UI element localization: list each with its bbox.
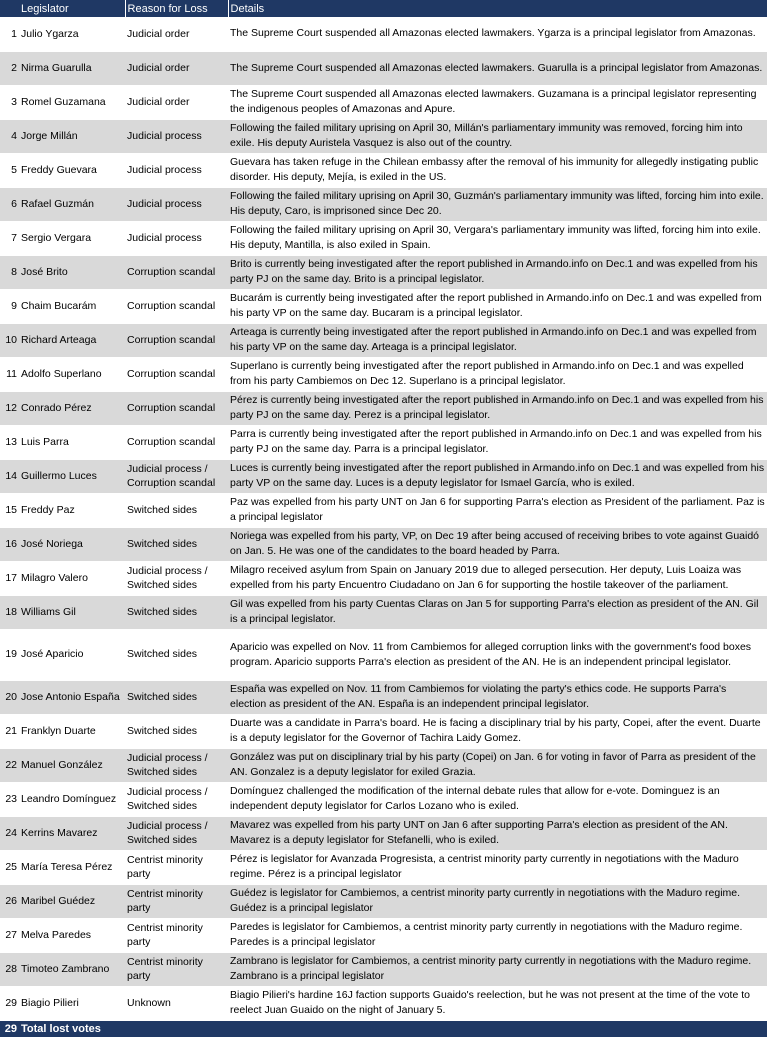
row-number: 16: [0, 527, 19, 561]
table-row: [0, 782, 767, 816]
loss-reason: Switched sides: [125, 714, 228, 748]
table-row: [0, 918, 767, 952]
row-number: 27: [0, 918, 19, 952]
legislator-name: Kerrins Mavarez: [19, 816, 125, 850]
row-number: 12: [0, 391, 19, 425]
row-number: 15: [0, 493, 19, 527]
legislator-name: Nirma Guarulla: [19, 51, 125, 85]
legislator-name: María Teresa Pérez: [19, 850, 125, 884]
loss-reason: Switched sides: [125, 680, 228, 714]
loss-details: Zambrano is legislator for Cambiemos, a centrist minority party currently in negotiations with the Maduro regime. Zambrano is a principal legislator: [228, 952, 767, 986]
table-row: [0, 255, 767, 289]
table-row: [0, 459, 767, 493]
table-row: [0, 952, 767, 986]
row-number: 24: [0, 816, 19, 850]
row-number: 3: [0, 85, 19, 119]
legislator-name: Chaim Bucarám: [19, 289, 125, 323]
row-number: 26: [0, 884, 19, 918]
loss-reason: Judicial process: [125, 221, 228, 255]
header-details: Details: [228, 0, 767, 17]
legislator-name: Leandro Domínguez: [19, 782, 125, 816]
loss-details: The Supreme Court suspended all Amazonas elected lawmakers. Ygarza is a principal legislator from Amazonas.: [228, 17, 767, 51]
row-number: 7: [0, 221, 19, 255]
table-row: [0, 425, 767, 459]
loss-reason: Judicial process / Switched sides: [125, 748, 228, 782]
total-label: Total lost votes: [21, 1022, 101, 1035]
table-row: [0, 850, 767, 884]
loss-details: Paredes is legislator for Cambiemos, a centrist minority party currently in negotiations with the Maduro regime. Paredes is a principal legislator: [228, 918, 767, 952]
table-row: [0, 629, 767, 680]
table-row: [0, 748, 767, 782]
legislator-name: Maribel Guédez: [19, 884, 125, 918]
table-row: [0, 680, 767, 714]
legislator-name: Sergio Vergara: [19, 221, 125, 255]
loss-reason: Switched sides: [125, 527, 228, 561]
loss-reason: Centrist minority party: [125, 918, 228, 952]
loss-reason: Corruption scandal: [125, 357, 228, 391]
table-row: [0, 391, 767, 425]
row-number: 28: [0, 952, 19, 986]
row-number: 29: [0, 986, 19, 1020]
loss-details: Following the failed military uprising on April 30, Millán's parliamentary immunity was removed, forcing him into exile. His deputy Auristela Vasquez is also out of the country.: [228, 119, 767, 153]
loss-reason: Judicial process: [125, 187, 228, 221]
row-number: 6: [0, 187, 19, 221]
row-number: 14: [0, 459, 19, 493]
loss-details: Brito is currently being investigated after the report published in Armando.info on Dec.1 and was expelled from his party PJ on the same day. Brito is a principal legislator.: [228, 255, 767, 289]
row-number: 17: [0, 561, 19, 595]
loss-details: González was put on disciplinary trial by his party (Copei) on Jan. 6 for voting in favor of Parra as president of the AN. Gonzalez is a deputy legislator for exiled Grazia.: [228, 748, 767, 782]
legislator-name: Jose Antonio España: [19, 680, 125, 714]
header-reason: Reason for Loss: [125, 0, 228, 17]
table-row: [0, 289, 767, 323]
loss-details: Superlano is currently being investigated after the report published in Armando.info on Dec.1 and was expelled from his party Cambiemos on Dec 12. Superlano is a principal legislator.: [228, 357, 767, 391]
legislator-name: Timoteo Zambrano: [19, 952, 125, 986]
table-row: [0, 153, 767, 187]
loss-reason: Corruption scandal: [125, 323, 228, 357]
loss-reason: Judicial process / Corruption scandal: [125, 459, 228, 493]
loss-reason: Corruption scandal: [125, 425, 228, 459]
loss-details: España was expelled on Nov. 11 from Cambiemos for violating the party's ethics code. He supports Parra's election as president of the AN. España is an independent principal legislator.: [228, 680, 767, 714]
legislator-name: Romel Guzamana: [19, 85, 125, 119]
loss-details: The Supreme Court suspended all Amazonas elected lawmakers. Guarulla is a principal legislator from Amazonas.: [228, 51, 767, 85]
loss-reason: Judicial process: [125, 153, 228, 187]
table-row: [0, 527, 767, 561]
legislator-name: José Brito: [19, 255, 125, 289]
legislator-name: Guillermo Luces: [19, 459, 125, 493]
legislator-name: Manuel González: [19, 748, 125, 782]
loss-details: The Supreme Court suspended all Amazonas elected lawmakers. Guzamana is a principal legislator representing the indigenous peoples of Amazonas and Apure.: [228, 85, 767, 119]
loss-reason: Judicial order: [125, 17, 228, 51]
loss-reason: Switched sides: [125, 493, 228, 527]
row-number: 23: [0, 782, 19, 816]
legislator-name: José Aparicio: [19, 629, 125, 680]
table-row: [0, 493, 767, 527]
table-row: [0, 85, 767, 119]
legislator-name: Biagio Pilieri: [19, 986, 125, 1020]
loss-details: Following the failed military uprising on April 30, Vergara's parliamentary immunity was lifted, forcing him into exile. His deputy, Mantilla, is also exiled in Spain.: [228, 221, 767, 255]
loss-details: Domínguez challenged the modification of the internal debate rules that allow for e-vote. Dominguez is an independent deputy legislator for Carlos Lozano who is exiled.: [228, 782, 767, 816]
table-row: [0, 187, 767, 221]
table-row: [0, 595, 767, 629]
legislator-name: Freddy Guevara: [19, 153, 125, 187]
row-number: 21: [0, 714, 19, 748]
legislator-name: Franklyn Duarte: [19, 714, 125, 748]
loss-details: Paz was expelled from his party UNT on Jan 6 for supporting Parra's election as President of the parliament. Paz is a principal legislator: [228, 493, 767, 527]
table-body: [0, 17, 767, 1020]
table-header-row: [0, 0, 767, 17]
loss-reason: Switched sides: [125, 595, 228, 629]
table-row: [0, 561, 767, 595]
loss-reason: Judicial process / Switched sides: [125, 782, 228, 816]
loss-reason: Judicial order: [125, 51, 228, 85]
loss-details: Noriega was expelled from his party, VP, on Dec 19 after being accused of receiving bribes to vote against Guaidó on Jan. 5. He was one of the candidates to the board headed by Parra.: [228, 527, 767, 561]
loss-details: Milagro received asylum from Spain on January 2019 due to alleged persecution. Her deputy, Luis Loaiza was expelled from his party Encuentro Ciudadano on Jan 6 for supporting the hostile takeover of the parliament.: [228, 561, 767, 595]
loss-reason: Centrist minority party: [125, 850, 228, 884]
legislator-name: José Noriega: [19, 527, 125, 561]
loss-reason: Unknown: [125, 986, 228, 1020]
table-row: [0, 986, 767, 1020]
legislator-name: Rafael Guzmán: [19, 187, 125, 221]
header-legislator-label: Legislator: [21, 2, 69, 15]
row-number: 4: [0, 119, 19, 153]
legislator-name: Richard Arteaga: [19, 323, 125, 357]
legislator-name: Jorge Millán: [19, 119, 125, 153]
loss-reason: Judicial process: [125, 119, 228, 153]
row-number: 2: [0, 51, 19, 85]
table-row: [0, 119, 767, 153]
loss-reason: Corruption scandal: [125, 255, 228, 289]
loss-details: Bucarám is currently being investigated after the report published in Armando.info on Dec.1 and was expelled from his party VP on the same day. Bucaram is a principal legislator.: [228, 289, 767, 323]
loss-details: Biagio Pilieri's hardine 16J faction supports Guaido's reelection, but he was not present at the time of the vote to reelect Juan Guaido on the night of January 5.: [228, 986, 767, 1020]
loss-details: Duarte was a candidate in Parra's board. He is facing a disciplinary trial by his party, Copei, after the event. Duarte is a deputy legislator for the Governor of Tachira Laidy Gomez.: [228, 714, 767, 748]
loss-details: Aparicio was expelled on Nov. 11 from Cambiemos for alleged corruption links with the government's food boxes program. Aparicio supports Parra's election as president of the AN. He is an independent principal legislator.: [228, 629, 767, 680]
row-number: 1: [0, 17, 19, 51]
loss-details: Arteaga is currently being investigated after the report published in Armando.info on Dec.1 and was expelled from his party VP on the same day. Arteaga is a principal legislator.: [228, 323, 767, 357]
loss-details: Guédez is legislator for Cambiemos, a centrist minority party currently in negotiations with the Maduro regime. Guédez is a principal legislator: [228, 884, 767, 918]
row-number: 18: [0, 595, 19, 629]
row-number: 9: [0, 289, 19, 323]
legislator-name: Adolfo Superlano: [19, 357, 125, 391]
table-row: [0, 357, 767, 391]
loss-details: Pérez is legislator for Avanzada Progresista, a centrist minority party currently in negotiations with the Maduro regime. Pérez is a principal legislator: [228, 850, 767, 884]
row-number: 11: [0, 357, 19, 391]
legislator-name: Julio Ygarza: [19, 17, 125, 51]
loss-details: Mavarez was expelled from his party UNT on Jan 6 after supporting Parra's election as president of the AN. Mavarez is a deputy legislator for Stefanelli, who is exiled.: [228, 816, 767, 850]
loss-reason: Judicial process / Switched sides: [125, 816, 228, 850]
loss-reason: Centrist minority party: [125, 952, 228, 986]
loss-details: Pérez is currently being investigated after the report published in Armando.info on Dec.1 and was expelled from his party PJ on the same day. Perez is a principal legislator.: [228, 391, 767, 425]
legislator-name: Freddy Paz: [19, 493, 125, 527]
row-number: 5: [0, 153, 19, 187]
legislator-name: Williams Gil: [19, 595, 125, 629]
row-number: 10: [0, 323, 19, 357]
legislator-name: Milagro Valero: [19, 561, 125, 595]
loss-details: Luces is currently being investigated after the report published in Armando.info on Dec.1 and was expelled from his party VP on the same day. Luces is a deputy legislator for Ismael García, who is exiled.: [228, 459, 767, 493]
loss-details: Guevara has taken refuge in the Chilean embassy after the removal of his immunity for allegedly instigating public disorder. His deputy, Mejía, is exiled in the US.: [228, 153, 767, 187]
table-row: [0, 17, 767, 51]
loss-reason: Corruption scandal: [125, 289, 228, 323]
legislator-name: Luis Parra: [19, 425, 125, 459]
row-number: 22: [0, 748, 19, 782]
loss-details: Gil was expelled from his party Cuentas Claras on Jan 5 for supporting Parra's election as president of the AN. Gil is a principal legislator.: [228, 595, 767, 629]
loss-details: Following the failed military uprising on April 30, Guzmán's parliamentary immunity was lifted, forcing him into exile. His deputy, Caro, is imprisoned since Dec 20.: [228, 187, 767, 221]
table-row: [0, 221, 767, 255]
loss-reason: Judicial process / Switched sides: [125, 561, 228, 595]
loss-reason: Judicial order: [125, 85, 228, 119]
table-row: [0, 323, 767, 357]
table-row: [0, 714, 767, 748]
loss-details: Parra is currently being investigated after the report published in Armando.info on Dec.1 and was expelled from his party PJ on the same day. Parra is a principal legislator.: [228, 425, 767, 459]
row-number: 13: [0, 425, 19, 459]
table-row: [0, 816, 767, 850]
header-legislator: [0, 0, 125, 17]
row-number: 8: [0, 255, 19, 289]
loss-reason: Corruption scandal: [125, 391, 228, 425]
loss-reason: Centrist minority party: [125, 884, 228, 918]
row-number: 25: [0, 850, 19, 884]
loss-reason: Switched sides: [125, 629, 228, 680]
total-count: 29: [4, 1022, 17, 1035]
table-row: [0, 51, 767, 85]
legislator-name: Melva Paredes: [19, 918, 125, 952]
table-row: [0, 884, 767, 918]
legislator-name: Conrado Pérez: [19, 391, 125, 425]
row-number: 20: [0, 680, 19, 714]
row-number: 19: [0, 629, 19, 680]
